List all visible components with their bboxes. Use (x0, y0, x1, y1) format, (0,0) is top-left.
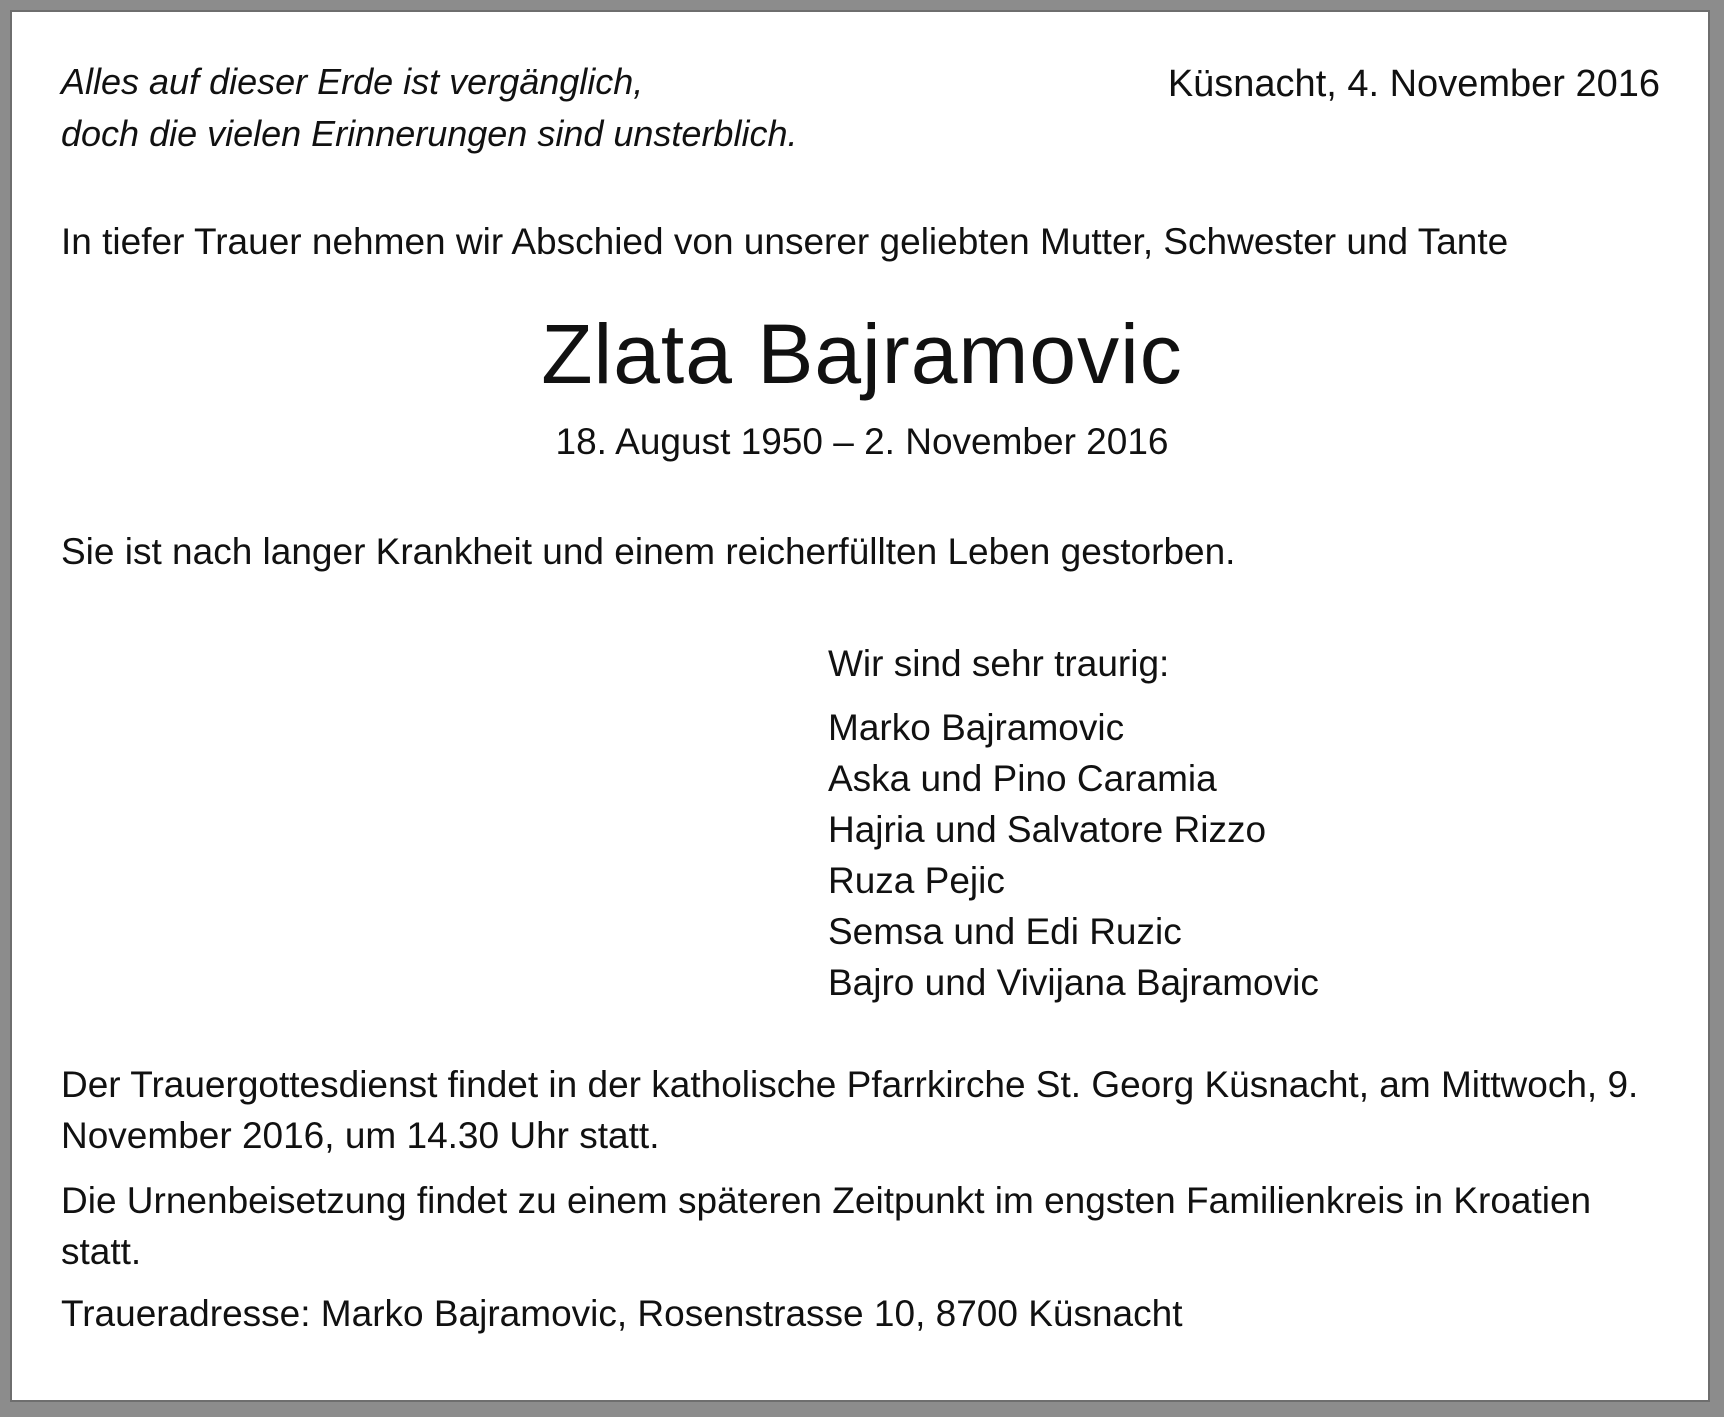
life-dates: 18. August 1950 – 2. November 2016 (555, 421, 1169, 462)
statement: Sie ist nach langer Krankheit und einem reicherfüllten Leben gestorben. (61, 531, 1236, 572)
mourner-name: Ruza Pejic (828, 860, 1005, 901)
place-and-date: Küsnacht, 4. November 2016 (1167, 63, 1660, 105)
mourner-name: Marko Bajramovic (828, 707, 1125, 748)
intro-sentence: In tiefer Trauer nehmen wir Abschied von unserer geliebten Mutter, Schwester und Tante (61, 221, 1509, 262)
mourner-name: Semsa und Edi Ruzic (828, 911, 1182, 952)
deceased-name: Zlata Bajramovic (541, 307, 1183, 401)
mourners-list (828, 702, 1319, 1008)
mourners-heading: Wir sind sehr traurig: (828, 643, 1170, 684)
motto (61, 56, 797, 160)
urn-notice: Die Urnenbeisetzung findet zu einem späteren Zeitpunkt im engsten Familienkreis in Kroatien statt. (61, 1180, 1592, 1272)
mourner-name: Hajria und Salvatore Rizzo (828, 809, 1267, 850)
obituary-notice (10, 10, 1710, 1402)
motto-line-1: Alles auf dieser Erde ist vergänglich, (61, 61, 644, 102)
mourner-name: Aska und Pino Caramia (828, 758, 1217, 799)
mourning-address: Traueradresse: Marko Bajramovic, Rosenstrasse 10, 8700 Küsnacht (61, 1293, 1183, 1334)
mourner-name: Bajro und Vivijana Bajramovic (828, 962, 1319, 1003)
motto-line-2: doch die vielen Erinnerungen sind unsterblich. (61, 113, 798, 154)
service-notice: Der Trauergottesdienst findet in der katholische Pfarrkirche St. Georg Küsnacht, am Mittwoch, 9. November 2016, um 14.30 Uhr statt. (61, 1064, 1639, 1156)
